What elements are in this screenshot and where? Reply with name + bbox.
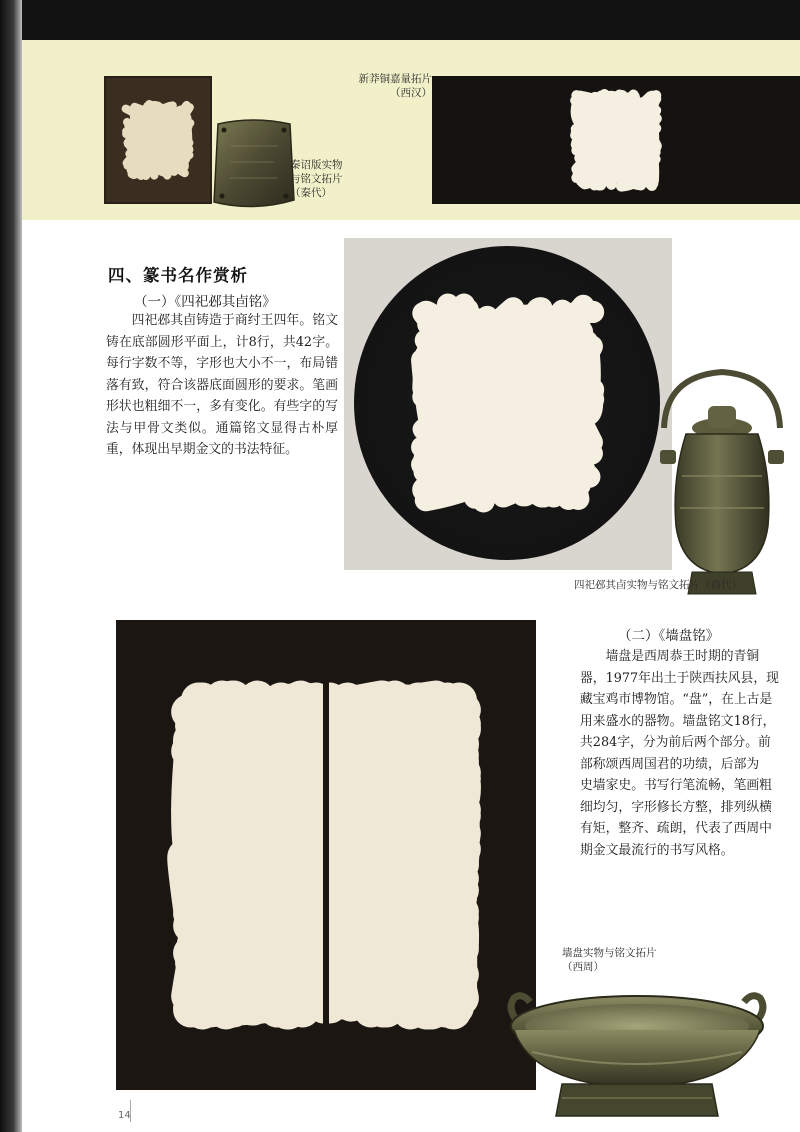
inscription-glyph: [413, 1031, 435, 1054]
section2-line: 史墙家史。书写行笔流畅，笔画粗: [580, 778, 772, 793]
section2-line: 共284字，分为前后两个部分。前: [580, 735, 771, 750]
inscription-glyph: [186, 177, 204, 196]
xinmang-rubbing-glyphs: [438, 82, 794, 198]
inscription-glyph: [415, 485, 446, 526]
section2-caption: [562, 946, 702, 974]
xinmang-rubbing: [432, 76, 800, 204]
section2-line: 有矩，整齐、疏朗，代表了西周中: [580, 821, 772, 836]
qin-caption-line2: 与铭文拓片: [290, 173, 343, 185]
section2-line: 墙盘是西周恭王时期的青铜: [605, 649, 760, 664]
section2-line: 部称颂西周国君的功绩，后部为: [580, 756, 760, 772]
qin-caption: [290, 158, 362, 200]
xinmang-caption: [320, 72, 432, 100]
round-rubbing-panel: [344, 238, 672, 570]
inscription-glyph: [773, 169, 794, 198]
bronze-pan-vessel-icon: [492, 980, 782, 1130]
qin-rubbing-glyphs: [112, 84, 204, 196]
page-number: 14: [118, 1110, 131, 1121]
section2-line: 细均匀，字形修长方整，排列纵横: [580, 799, 772, 815]
bronze-plaque-icon: [208, 116, 298, 216]
qin-caption-line1: 秦诏版实物: [290, 159, 343, 171]
qiang-pan-rubbing: [116, 620, 536, 1090]
section2-caption-line1: 墙盘实物与铭文拓片: [562, 947, 657, 959]
section-title: 四、篆书名作赏析: [108, 266, 248, 285]
book-page: [22, 40, 800, 1132]
section1-title: （一）《四祀邲其卣铭》: [134, 294, 276, 310]
rubbing-column-gap: [323, 630, 329, 1080]
section1-body: 四祀邲其卣铸造于商纣王四年。铭文铸在底部圆形平面上，计8行，共42字。每行字数不等，字形也大小不一，布局错落有致，符合该器底面圆形的要求。笔画形状也粗细不一，多有变化。有些字的写法与甲骨文类似。通篇铭文显得古朴厚重，体现出早期金文的书法特征。: [106, 313, 338, 457]
section2-line: 用来盛水的器物。墙盘铭文18行，: [580, 713, 776, 729]
qin-caption-line3: （秦代）: [290, 187, 332, 199]
qin-decree-rubbing: [104, 76, 212, 204]
xinmang-caption-line2: （西汉）: [390, 87, 432, 99]
section2-line: 器，1977年出土于陕西扶风县，现: [580, 670, 779, 686]
section2-line: 藏宝鸡市博物馆。“盘”，在上古是: [580, 692, 773, 707]
binding-shadow: [0, 0, 22, 1132]
section2-title: （二）《墙盘铭》: [618, 628, 720, 644]
xinmang-caption-line1: 新莽铜嘉量拓片: [358, 73, 432, 85]
section2-line: 期金文最流行的书写风格。: [580, 842, 734, 858]
section1-caption: 四祀邲其卣实物与铭文拓片（商代）: [574, 579, 742, 591]
section2-caption-line2: （西周）: [562, 961, 604, 973]
section2-body: [580, 646, 800, 861]
top-dark-edge: [0, 0, 800, 40]
round-rubbing-disc: [354, 246, 660, 560]
round-rubbing-glyphs: [384, 280, 630, 526]
bronze-you-vessel-icon: [642, 358, 800, 602]
